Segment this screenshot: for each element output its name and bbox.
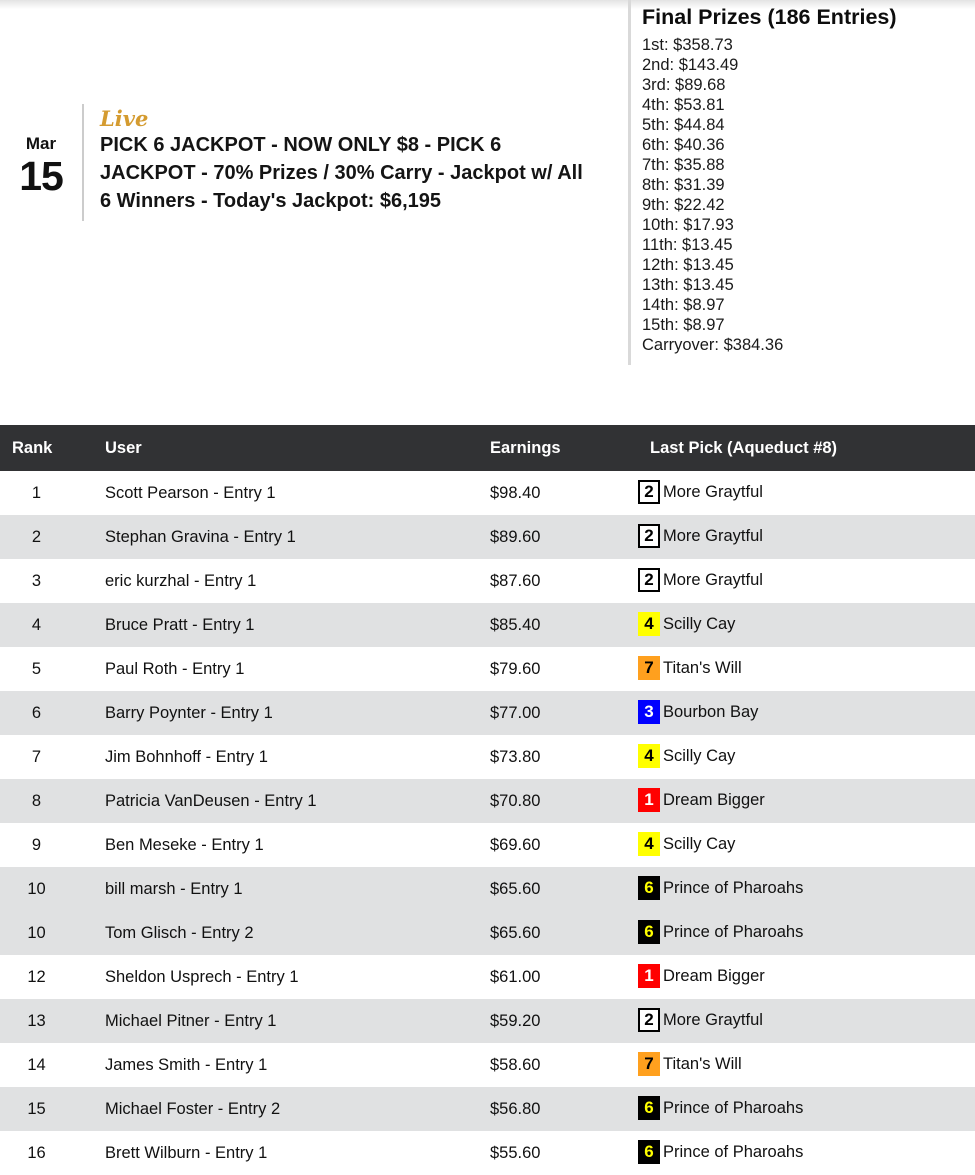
event-date-month: Mar (25, 134, 57, 153)
earnings-cell: $77.00 (478, 691, 638, 735)
rank-cell: 15 (0, 1087, 85, 1131)
horse-name: Titan's Will (663, 1055, 742, 1074)
table-row (0, 823, 975, 867)
final-prizes-list (642, 35, 975, 355)
rank-cell: 10 (0, 867, 85, 911)
earnings-cell: $65.60 (478, 911, 638, 955)
earnings-cell: $89.60 (478, 515, 638, 559)
saddle-cloth-badge: 1 (638, 964, 660, 988)
prize-line: 12th: $13.45 (642, 256, 734, 274)
rank-cell: 4 (0, 603, 85, 647)
table-row (0, 647, 975, 691)
earnings-cell: $61.00 (490, 967, 541, 986)
earnings-cell: $69.60 (490, 835, 541, 854)
horse-name: Titan's Will (663, 659, 742, 678)
saddle-cloth-badge: 2 (638, 568, 660, 592)
prize-line: 3rd: $89.68 (642, 76, 726, 94)
horse-name: Prince of Pharoahs (663, 1099, 804, 1118)
event-info (82, 104, 590, 221)
saddle-cloth-badge: 7 (638, 656, 660, 680)
saddle-cloth-badge: 3 (638, 700, 660, 724)
earnings-cell: $70.80 (478, 779, 638, 823)
rank-cell: 16 (27, 1143, 46, 1162)
final-prizes-heading: Final Prizes (186 Entries) (642, 5, 897, 29)
user-cell: Patricia VanDeusen - Entry 1 (85, 779, 478, 823)
rank-cell: 9 (31, 835, 42, 854)
user-cell: Paul Roth - Entry 1 (105, 659, 245, 678)
last-pick-cell (638, 999, 975, 1043)
last-pick-cell (638, 471, 975, 515)
table-row (0, 735, 975, 779)
prize-line: 6th: $40.36 (642, 136, 725, 154)
last-pick-cell (638, 911, 975, 955)
saddle-cloth-badge: 4 (638, 744, 660, 768)
rank-cell: 7 (31, 747, 42, 766)
user-cell: Barry Poynter - Entry 1 (85, 691, 478, 735)
user-cell: Michael Pitner - Entry 1 (85, 999, 478, 1043)
last-pick-cell (638, 647, 975, 691)
horse-name: Prince of Pharoahs (663, 923, 804, 942)
user-cell: Scott Pearson - Entry 1 (105, 483, 276, 502)
column-header-earnings: Earnings (478, 425, 638, 471)
last-pick-cell (638, 867, 975, 911)
horse-name: Scilly Cay (663, 835, 736, 854)
table-row (0, 515, 975, 559)
user-cell: Sheldon Usprech - Entry 1 (105, 967, 299, 986)
user-cell: Jim Bohnhoff - Entry 1 (105, 747, 268, 766)
horse-name: More Graytful (663, 1011, 763, 1030)
user-cell: Tom Glisch - Entry 2 (85, 911, 478, 955)
table-row (0, 471, 975, 515)
earnings-cell: $98.40 (490, 483, 541, 502)
table-row (0, 1087, 975, 1131)
rank-cell: 13 (0, 999, 85, 1043)
prize-line: 8th: $31.39 (642, 176, 725, 194)
earnings-cell: $59.20 (478, 999, 638, 1043)
prize-line: 2nd: $143.49 (642, 56, 739, 74)
rank-cell: 12 (27, 967, 46, 986)
rank-cell: 8 (0, 779, 85, 823)
last-pick-cell (638, 823, 975, 867)
earnings-cell: $56.80 (478, 1087, 638, 1131)
prize-line: 13th: $13.45 (642, 276, 734, 294)
rank-cell: 5 (31, 659, 42, 678)
earnings-cell: $65.60 (478, 867, 638, 911)
user-cell: Brett Wilburn - Entry 1 (105, 1143, 268, 1162)
last-pick-cell (638, 603, 975, 647)
user-cell: Ben Meseke - Entry 1 (105, 835, 264, 854)
prize-line: 1st: $358.73 (642, 36, 733, 54)
horse-name: Scilly Cay (663, 747, 736, 766)
horse-name: Scilly Cay (663, 615, 736, 634)
horse-name: More Graytful (663, 571, 763, 590)
user-cell: Bruce Pratt - Entry 1 (85, 603, 478, 647)
leaderboard-body (0, 471, 975, 1175)
table-row (0, 999, 975, 1043)
earnings-cell: $79.60 (490, 659, 541, 678)
user-cell: bill marsh - Entry 1 (85, 867, 478, 911)
rank-cell: 10 (0, 911, 85, 955)
horse-name: Prince of Pharoahs (663, 879, 804, 898)
page-header-section (0, 0, 975, 425)
column-header-rank: Rank (0, 425, 85, 471)
table-row (0, 779, 975, 823)
last-pick-cell (638, 559, 975, 603)
earnings-cell: $58.60 (490, 1055, 541, 1074)
table-row (0, 911, 975, 955)
rank-cell: 1 (31, 483, 42, 502)
horse-name: More Graytful (663, 483, 763, 502)
live-status-badge: Live (100, 106, 149, 131)
rank-cell: 6 (0, 691, 85, 735)
user-cell: eric kurzhal - Entry 1 (105, 571, 257, 590)
prize-line: 7th: $35.88 (642, 156, 725, 174)
last-pick-cell (638, 1043, 975, 1087)
earnings-cell: $85.40 (478, 603, 638, 647)
last-pick-cell (638, 1131, 975, 1175)
event-date (0, 104, 82, 221)
earnings-cell: $73.80 (490, 747, 541, 766)
saddle-cloth-badge: 6 (638, 1096, 660, 1120)
rank-cell: 3 (31, 571, 42, 590)
last-pick-cell (638, 515, 975, 559)
saddle-cloth-badge: 2 (638, 524, 660, 548)
user-cell: Michael Foster - Entry 2 (85, 1087, 478, 1131)
event-title-link[interactable]: PICK 6 JACKPOT - NOW ONLY $8 - PICK 6 JACKPOT - 70% Prizes / 30% Carry - Jackpot w/ All 6 Winners - Today's Jackpot: $6,195 (100, 134, 583, 212)
horse-name: Bourbon Bay (663, 703, 759, 722)
prize-line: 11th: $13.45 (642, 236, 733, 254)
table-row (0, 1043, 975, 1087)
leaderboard-table (0, 425, 975, 1175)
table-row (0, 603, 975, 647)
last-pick-cell (638, 779, 975, 823)
horse-name: Dream Bigger (663, 791, 765, 810)
last-pick-cell (638, 1087, 975, 1131)
prize-line: 10th: $17.93 (642, 216, 734, 234)
table-row (0, 955, 975, 999)
column-header-last-pick: Last Pick (Aqueduct #8) (638, 425, 975, 471)
horse-name: Prince of Pharoahs (663, 1143, 804, 1162)
saddle-cloth-badge: 2 (638, 480, 660, 504)
last-pick-cell (638, 955, 975, 999)
prize-line: 9th: $22.42 (642, 196, 725, 214)
saddle-cloth-badge: 2 (638, 1008, 660, 1032)
prize-line: 4th: $53.81 (642, 96, 725, 114)
earnings-cell: $87.60 (490, 571, 541, 590)
saddle-cloth-badge: 4 (638, 832, 660, 856)
saddle-cloth-badge: 1 (638, 788, 660, 812)
leaderboard-header-row (0, 425, 975, 471)
prize-line: 5th: $44.84 (642, 116, 725, 134)
saddle-cloth-badge: 4 (638, 612, 660, 636)
table-row (0, 1131, 975, 1175)
last-pick-cell (638, 735, 975, 779)
saddle-cloth-badge: 6 (638, 876, 660, 900)
prize-line: Carryover: $384.36 (642, 336, 784, 354)
table-row (0, 559, 975, 603)
rank-cell: 2 (0, 515, 85, 559)
earnings-cell: $55.60 (490, 1143, 541, 1162)
prize-line: 15th: $8.97 (642, 316, 725, 334)
saddle-cloth-badge: 6 (638, 920, 660, 944)
horse-name: Dream Bigger (663, 967, 765, 986)
rank-cell: 14 (27, 1055, 46, 1074)
table-row (0, 691, 975, 735)
user-cell: James Smith - Entry 1 (105, 1055, 268, 1074)
user-cell: Stephan Gravina - Entry 1 (85, 515, 478, 559)
last-pick-cell (638, 691, 975, 735)
horse-name: More Graytful (663, 527, 763, 546)
column-header-user: User (85, 425, 478, 471)
saddle-cloth-badge: 6 (638, 1140, 660, 1164)
saddle-cloth-badge: 7 (638, 1052, 660, 1076)
prize-line: 14th: $8.97 (642, 296, 725, 314)
event-date-day: 15 (19, 153, 63, 199)
final-prizes-panel (628, 0, 975, 365)
event-block (0, 104, 590, 221)
table-row (0, 867, 975, 911)
